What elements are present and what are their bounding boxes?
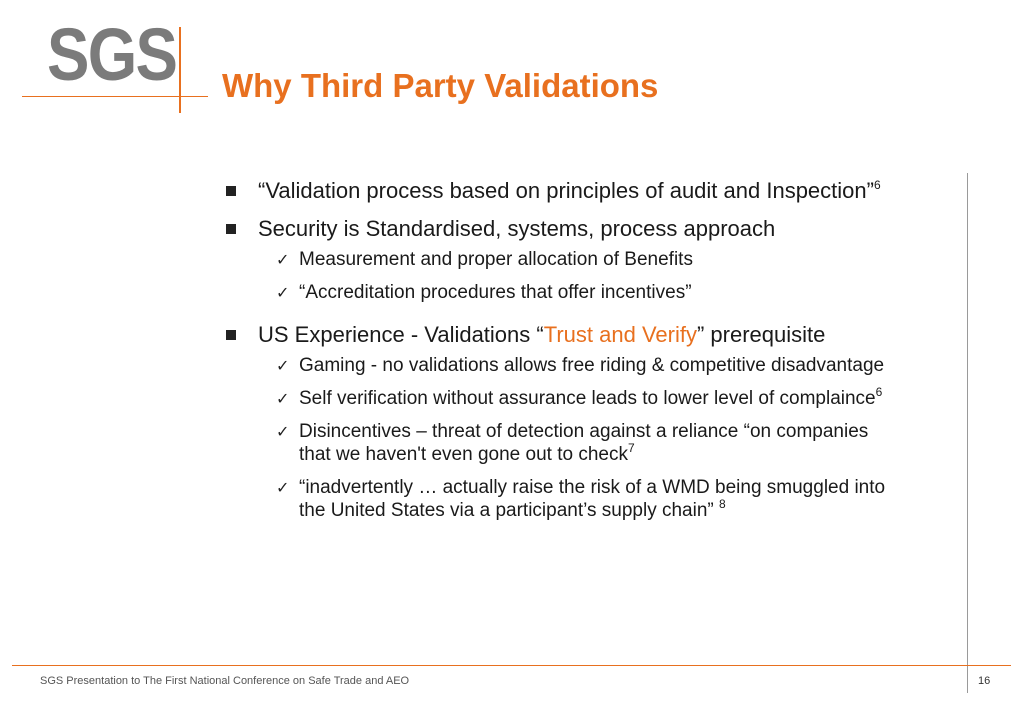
sub-bullet-item (222, 354, 962, 377)
slide-title: Why Third Party Validations (222, 67, 659, 104)
bullet-text-before: US Experience - Validations “ (258, 322, 544, 347)
checkmark-icon: ✓ (276, 422, 290, 441)
footnote-ref: 6 (875, 384, 883, 399)
bullet-item (222, 178, 962, 204)
footnote-ref: 7 (627, 440, 635, 455)
sub-bullet-text: Measurement and proper allocation of Benefits (299, 249, 693, 270)
square-bullet-icon (226, 186, 236, 196)
highlight-text: Trust and Verify (543, 322, 697, 347)
sub-bullet-item (222, 248, 962, 271)
sub-bullet-item (222, 476, 962, 522)
sgs-logo (0, 0, 220, 120)
slide-content (222, 178, 962, 532)
sub-bullet-text: Self verification without assurance leads to lower level of complaince (299, 388, 876, 409)
footnote-ref: 8 (719, 496, 726, 511)
logo-vertical-line (179, 27, 181, 113)
bullet-item (222, 216, 962, 242)
bullet-item (222, 322, 962, 348)
checkmark-icon: ✓ (276, 478, 290, 497)
checkmark-icon: ✓ (276, 250, 290, 269)
right-divider (967, 173, 968, 693)
sub-bullet-text: Disincentives – threat of detection against a reliance “on companies that we haven't even gone out to check (299, 421, 869, 465)
bullet-text: “Validation process based on principles of audit and Inspection” (258, 178, 874, 203)
checkmark-icon: ✓ (276, 356, 290, 375)
sub-bullet-text: “inadvertently … actually raise the risk of a WMD being smuggled into the United States via a participant’s supply chain” (299, 477, 886, 521)
sub-bullet-item (222, 384, 962, 410)
logo-text: SGS (47, 13, 177, 96)
footer-divider (12, 665, 1011, 666)
sub-bullet-text: Gaming - no validations allows free riding & competitive disadvantage (299, 355, 885, 376)
checkmark-icon: ✓ (276, 389, 290, 408)
page-number: 16 (978, 675, 991, 687)
bullet-text-after: ” prerequisite (696, 322, 826, 347)
checkmark-icon: ✓ (276, 283, 290, 302)
bullet-text: Security is Standardised, systems, process approach (258, 216, 776, 241)
sub-bullet-text: “Accreditation procedures that offer incentives” (299, 282, 692, 303)
square-bullet-icon (226, 330, 236, 340)
sub-bullet-item (222, 281, 962, 304)
footnote-ref: 6 (873, 177, 881, 192)
square-bullet-icon (226, 224, 236, 234)
footer-text: SGS Presentation to The First National Conference on Safe Trade and AEO (40, 675, 410, 687)
sub-bullet-item (222, 420, 962, 466)
